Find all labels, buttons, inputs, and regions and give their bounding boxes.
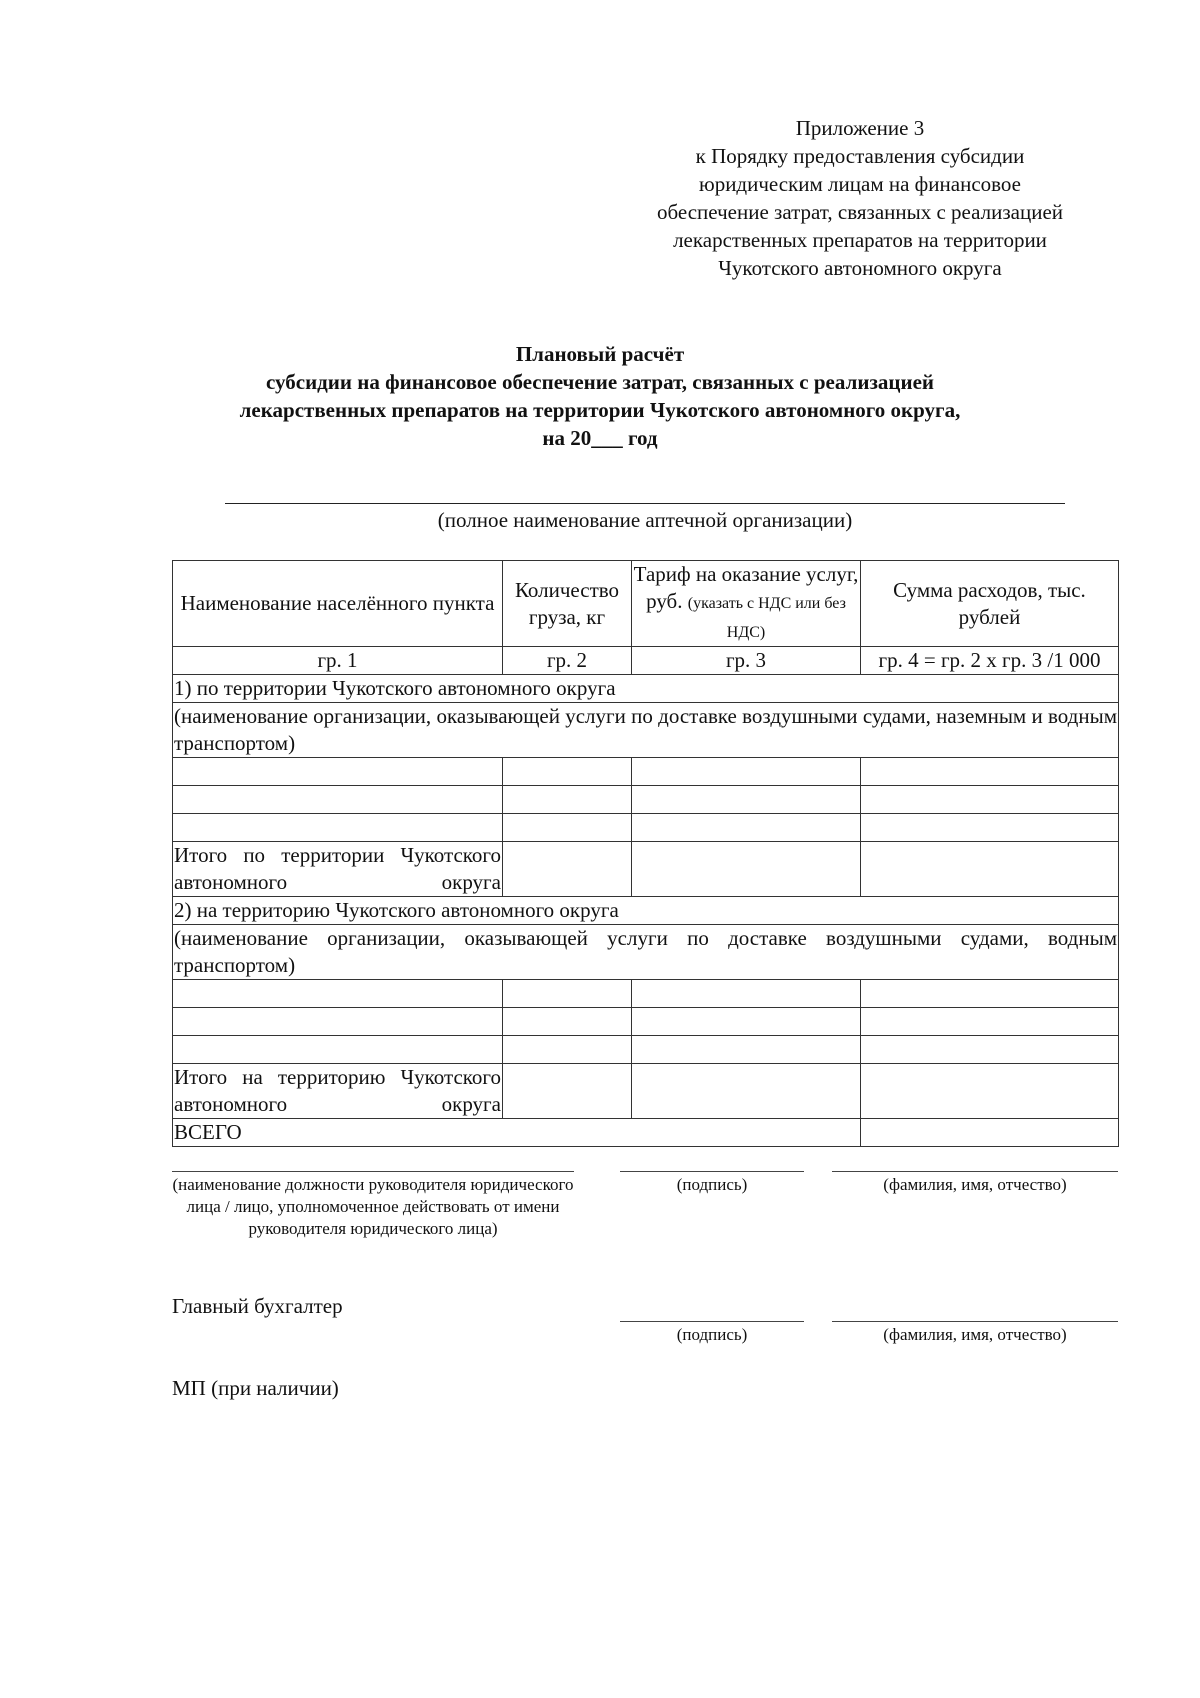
grand-total-label: ВСЕГО bbox=[173, 1119, 861, 1147]
section-1-org-note: (наименование организации, оказывающей услуги по доставке воздушными судами, наземным и водным транспортом) bbox=[173, 703, 1119, 758]
section-1-title: 1) по территории Чукотского автономного округа bbox=[173, 675, 1119, 703]
section-2-total-label: Итого на территорию Чукотского автономного округа bbox=[173, 1064, 503, 1119]
annex-line: к Порядку предоставления субсидии bbox=[695, 144, 1025, 168]
column-number-row bbox=[173, 647, 1119, 675]
column-number: гр. 4 = гр. 2 х гр. 3 /1 000 bbox=[861, 647, 1119, 675]
document-title bbox=[150, 340, 1050, 452]
table-row bbox=[173, 1036, 1119, 1064]
accountant-name-line bbox=[832, 1321, 1118, 1322]
head-position-caption: (наименование должности руководителя юридического лица / лицо, уполномоченное действовать от имени руководителя юридического лица) bbox=[172, 1175, 574, 1238]
title-line: лекарственных препаратов на территории Чукотского автономного округа, bbox=[239, 398, 961, 422]
title-line: субсидии на финансовое обеспечение затрат, связанных с реализацией bbox=[265, 370, 935, 394]
section-2-org-row bbox=[173, 925, 1119, 980]
header-tariff: Тариф на оказание услуг, руб. (указать с НДС или без НДС) bbox=[632, 561, 861, 647]
header-expense-sum: Сумма расходов, тыс. рублей bbox=[861, 561, 1119, 647]
table-row bbox=[173, 814, 1119, 842]
column-number: гр. 2 bbox=[503, 647, 632, 675]
header-cargo-quantity: Количество груза, кг bbox=[503, 561, 632, 647]
annex-line: Приложение 3 bbox=[795, 116, 925, 140]
organization-name-caption: (полное наименование аптечной организации) bbox=[437, 508, 853, 532]
head-signature-line bbox=[620, 1171, 804, 1172]
title-line: на 20___ год bbox=[542, 426, 658, 450]
annex-line: юридическим лицам на финансовое bbox=[699, 172, 1021, 196]
accountant-signature-caption: (подпись) bbox=[676, 1325, 748, 1344]
column-number: гр. 3 bbox=[632, 647, 861, 675]
subsidy-calculation-table bbox=[172, 560, 1119, 1147]
header-tariff-note: (указать с НДС или без НДС) bbox=[687, 595, 846, 641]
table-row bbox=[173, 786, 1119, 814]
grand-total-row bbox=[173, 1119, 1119, 1147]
table-row bbox=[173, 980, 1119, 1008]
section-2-title: 2) на территорию Чукотского автономного округа bbox=[173, 897, 1119, 925]
accountant-signature-line bbox=[620, 1321, 804, 1322]
header-row bbox=[173, 561, 1119, 647]
organization-name-line bbox=[225, 503, 1065, 504]
annex-header bbox=[600, 114, 1120, 282]
section-1-total-row bbox=[173, 842, 1119, 897]
head-position-line bbox=[172, 1171, 574, 1172]
section-1-org-row bbox=[173, 703, 1119, 758]
head-name-line bbox=[832, 1171, 1118, 1172]
section-2-total-row bbox=[173, 1064, 1119, 1119]
header-settlement: Наименование населённого пункта bbox=[173, 561, 503, 647]
section-2-org-note: (наименование организации, оказывающей услуги по доставке воздушными судами, водным транспортом) bbox=[173, 925, 1119, 980]
title-line: Плановый расчёт bbox=[515, 342, 685, 366]
table-row bbox=[173, 758, 1119, 786]
table-row bbox=[173, 1008, 1119, 1036]
section-1-total-label: Итого по территории Чукотского автономного округа bbox=[173, 842, 503, 897]
annex-line: обеспечение затрат, связанных с реализацией bbox=[656, 200, 1063, 224]
head-name-caption: (фамилия, имя, отчество) bbox=[883, 1175, 1067, 1194]
chief-accountant-label: Главный бухгалтер bbox=[172, 1294, 343, 1318]
accountant-name-caption: (фамилия, имя, отчество) bbox=[883, 1325, 1067, 1344]
head-signature-caption: (подпись) bbox=[676, 1175, 748, 1194]
annex-line: Чукотского автономного округа bbox=[718, 256, 1002, 280]
stamp-label: МП (при наличии) bbox=[172, 1376, 339, 1400]
section-1-title-row bbox=[173, 675, 1119, 703]
column-number: гр. 1 bbox=[173, 647, 503, 675]
annex-line: лекарственных препаратов на территории bbox=[673, 228, 1047, 252]
section-2-title-row bbox=[173, 897, 1119, 925]
